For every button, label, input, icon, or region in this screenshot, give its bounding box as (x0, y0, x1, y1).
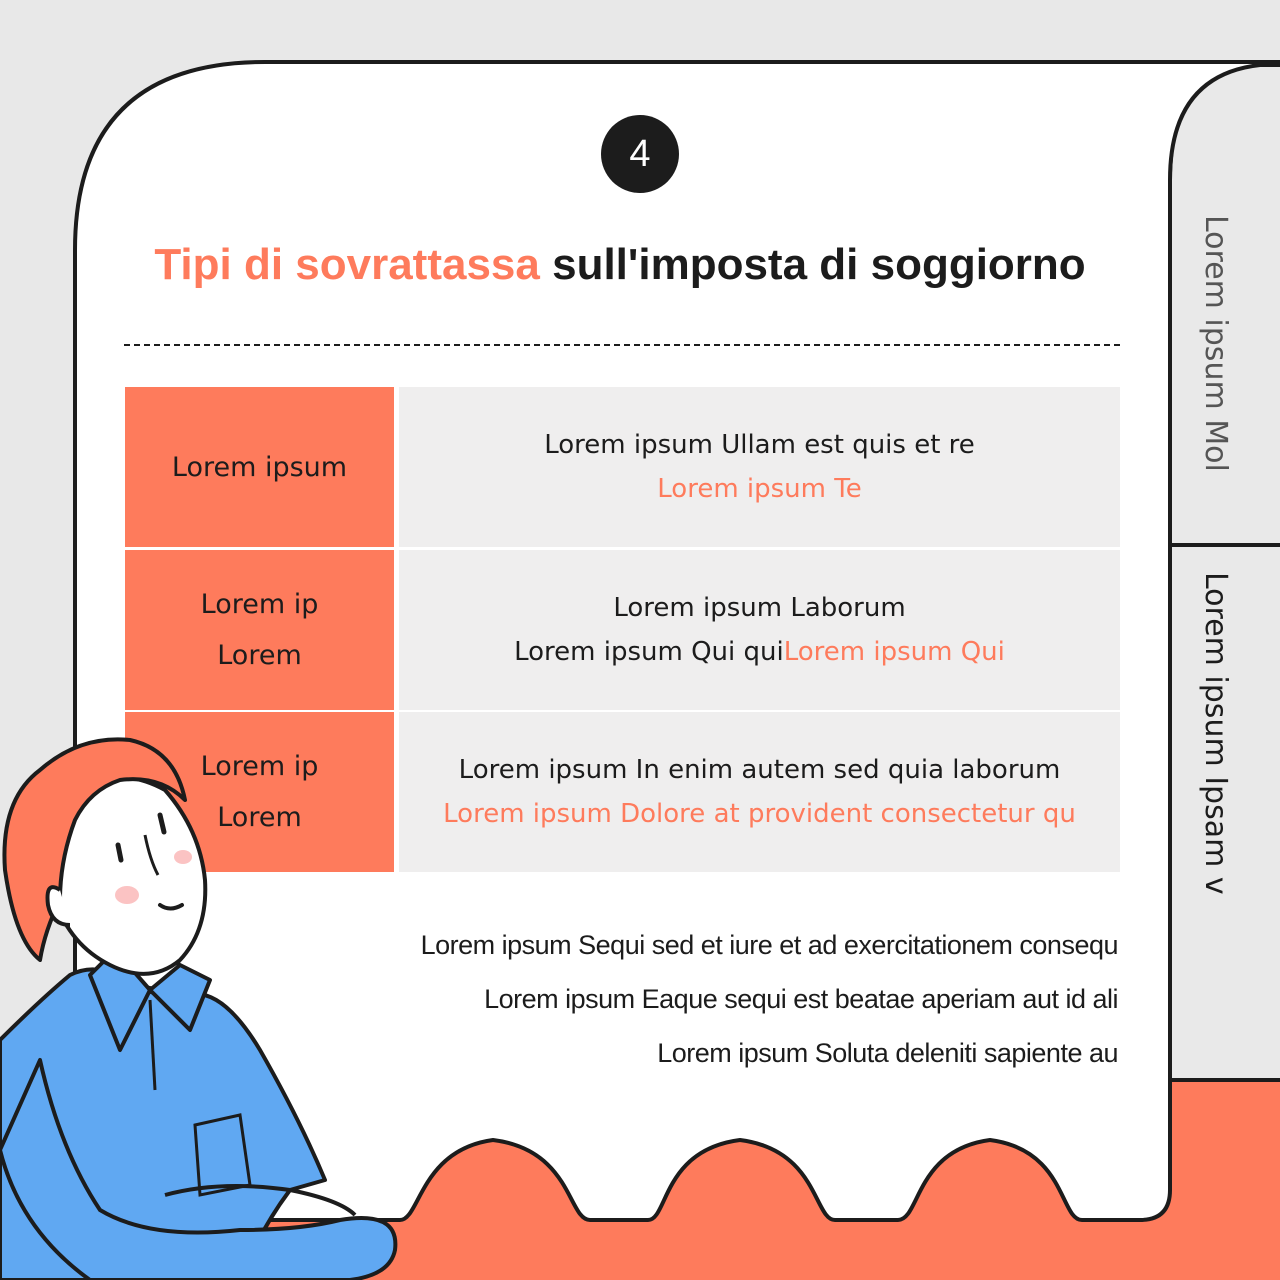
row-label-line: Lorem ipsum (171, 451, 348, 483)
note-line: Lorem ipsum Sequi sed et iure et ad exercitationem consequ (420, 930, 1118, 960)
blush-left (115, 886, 139, 904)
note-line: Lorem ipsum Soluta deleniti sapiente au (657, 1038, 1118, 1068)
row-label-line: Lorem ip (200, 751, 319, 782)
blush-right (174, 850, 192, 864)
row-content-cell (399, 387, 1120, 547)
page-number-badge (601, 115, 679, 193)
row-content-line: Lorem ipsum Laborum (613, 593, 906, 623)
row-label-cell (125, 550, 394, 710)
row-content-highlight: Lorem ipsum Dolore at provident consectetur qu (443, 799, 1076, 829)
row-content-dark: Lorem ipsum Qui qui (514, 637, 784, 667)
page-title (90, 240, 1150, 290)
title-rest: sull'imposta di soggiorno (539, 240, 1086, 289)
note-line: Lorem ipsum Eaque sequi est beatae aperiam aut id ali (484, 984, 1118, 1014)
row-content-line-mixed (514, 630, 1005, 674)
row-label-cell (125, 387, 394, 547)
side-tab-bottom[interactable]: Lorem ipsum Ipsam v (1198, 572, 1233, 895)
row-content-line: Lorem ipsum Ullam est quis et re (544, 430, 975, 460)
title-accent: Tipi di sovrattassa (154, 240, 540, 289)
row-content-line: Lorem ipsum In enim autem sed quia laborum (458, 755, 1061, 785)
man-thinking-illustration (0, 720, 420, 1280)
dashed-divider (124, 344, 1120, 346)
row-content-highlight: Lorem ipsum Qui (783, 637, 1005, 667)
row-label-line: Lorem ip (200, 589, 319, 620)
side-tab-top[interactable]: Lorem ipsum Mol (1198, 215, 1233, 472)
row-content-highlight: Lorem ipsum Te (657, 474, 862, 504)
row-content-cell (399, 550, 1120, 710)
eye-left (118, 845, 121, 860)
row-label-line: Lorem (217, 640, 302, 671)
table-row (125, 550, 1120, 710)
page-number: 4 (629, 132, 651, 175)
table-row (125, 387, 1120, 547)
row-label-line: Lorem (217, 802, 302, 833)
row-content-cell (399, 712, 1120, 872)
